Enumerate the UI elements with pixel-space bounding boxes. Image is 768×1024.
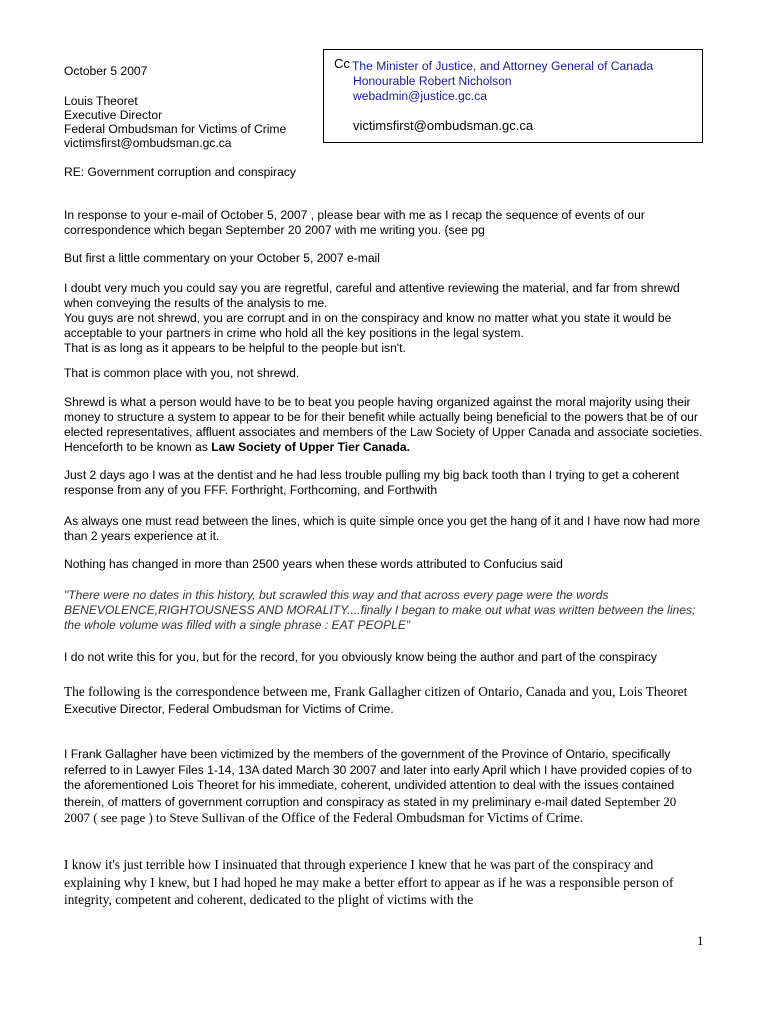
cc-minister-email: webadmin@justice.gc.ca (353, 89, 487, 103)
paragraph-shrewd (64, 395, 704, 455)
cc-box (323, 49, 703, 143)
doubt-line: I doubt very much you could say you are regretful, careful and attentive reviewing the material, and far from shrewd when conveying the results of the analysis to me. (64, 281, 680, 310)
paragraph-between-lines: As always one must read between the lines, which is quite simple once you get the hang of it and I have now had more than 2 years experience at it. (64, 514, 700, 543)
paragraph-intro: In response to your e-mail of October 5, 2007 , please bear with me as I recap the sequence of events of our correspondence which began September 20 2007 with me writing you. (see pg (64, 208, 645, 237)
paragraph-for-record: I do not write this for you, but for the record, for you obviously know being the author and part of the conspiracy (64, 650, 657, 664)
paragraph-victimized (64, 747, 704, 827)
not-shrewd-line: You guys are not shrewd, you are corrupt and in on the conspiracy and know no matter what you state it would be acceptable to your partners in crime who hold all the key positions in the legal system. (64, 311, 672, 340)
law-society-bold: Law Society of Upper Tier Canada. (211, 440, 410, 454)
page-number: 1 (697, 933, 704, 948)
victimized-date-text: September 20 2007 ( see page ) to Steve Sullivan of the (64, 793, 677, 825)
correspondence-serif: The following is the correspondence between me, Frank Gallagher citizen of Ontario, Canada and you, Lois Theoret (64, 684, 688, 699)
ombudsman-office-text: Office of the Federal Ombudsman for Victims of Crime. (281, 810, 584, 825)
cc-label: Cc (334, 56, 350, 71)
paragraph-confucius: Nothing has changed in more than 2500 years when these words attributed to Confucius said (64, 557, 563, 571)
recipient-title: Executive Director (64, 108, 163, 122)
cc-minister-name: Honourable Robert Nicholson (353, 74, 512, 88)
correspondence-sans: Executive Director, Federal Ombudsman for Victims of Crime. (64, 702, 394, 716)
confucius-quote: "There were no dates in this history, but scrawled this way and that across every page were the words BENEVOLENCE,RIGHTOUSNESS AND MORALITY....finally I began to make out what was written between the lines; the whole volume was filled with a single phrase : EAT PEOPLE" (64, 588, 696, 632)
victimized-text: I Frank Gallagher have been victimized by the members of the government of the Province of Ontario, specifically referred to in Lawyer Files 1-14, 13A dated March 30 2007 and later into early April which I have provided copies of to the aforementioned Lois Theoret for his immediate, coherent, undivided attention to deal with the issues contained therein, of matters of government corruption and conspiracy as stated in my preliminary e-mail dated (64, 747, 692, 809)
shrewd-text: Shrewd is what a person would have to be to beat you people having organized against the moral majority using their money to structure a system to appear to be for their benefit while actually being beneficial to the powers that be of our elected representatives, affluent associates and members of the Law Society of Upper Canada and associate societies. Henceforth to be known as (64, 395, 703, 454)
paragraph-common-place: That is common place with you, not shrewd. (64, 366, 300, 380)
recipient-email: victimsfirst@ombudsman.gc.ca (64, 136, 232, 150)
recipient-office: Federal Ombudsman for Victims of Crime (64, 122, 287, 136)
recipient-name: Louis Theoret (64, 94, 138, 108)
letter-date: October 5 2007 (64, 64, 148, 78)
cc-ombudsman-email: victimsfirst@ombudsman.gc.ca (353, 118, 534, 133)
paragraph-insinuated: I know it's just terrible how I insinuated that through experience I knew that he was part of the conspiracy and explaining why I knew, but I had hoped he may make a better effort to appear as if he was a responsible person of integrity, competent and coherent, dedicated to the plight of victims with the (64, 857, 674, 907)
cc-minister: The Minister of Justice, and Attorney General of Canada (352, 59, 654, 73)
paragraph-commentary: But first a little commentary on your October 5, 2007 e-mail (64, 251, 380, 265)
paragraph-doubt (64, 281, 704, 356)
paragraph-correspondence (64, 683, 704, 718)
paragraph-dentist: Just 2 days ago I was at the dentist and he had less trouble pulling my big back tooth than I trying to get a coherent response from any of you FFF. Forthright, Forthcoming, and Forthwith (64, 468, 680, 497)
appears-helpful-line: That is as long as it appears to be helpful to the people but isn't. (64, 341, 406, 355)
subject-line: RE: Government corruption and conspiracy (64, 165, 296, 179)
